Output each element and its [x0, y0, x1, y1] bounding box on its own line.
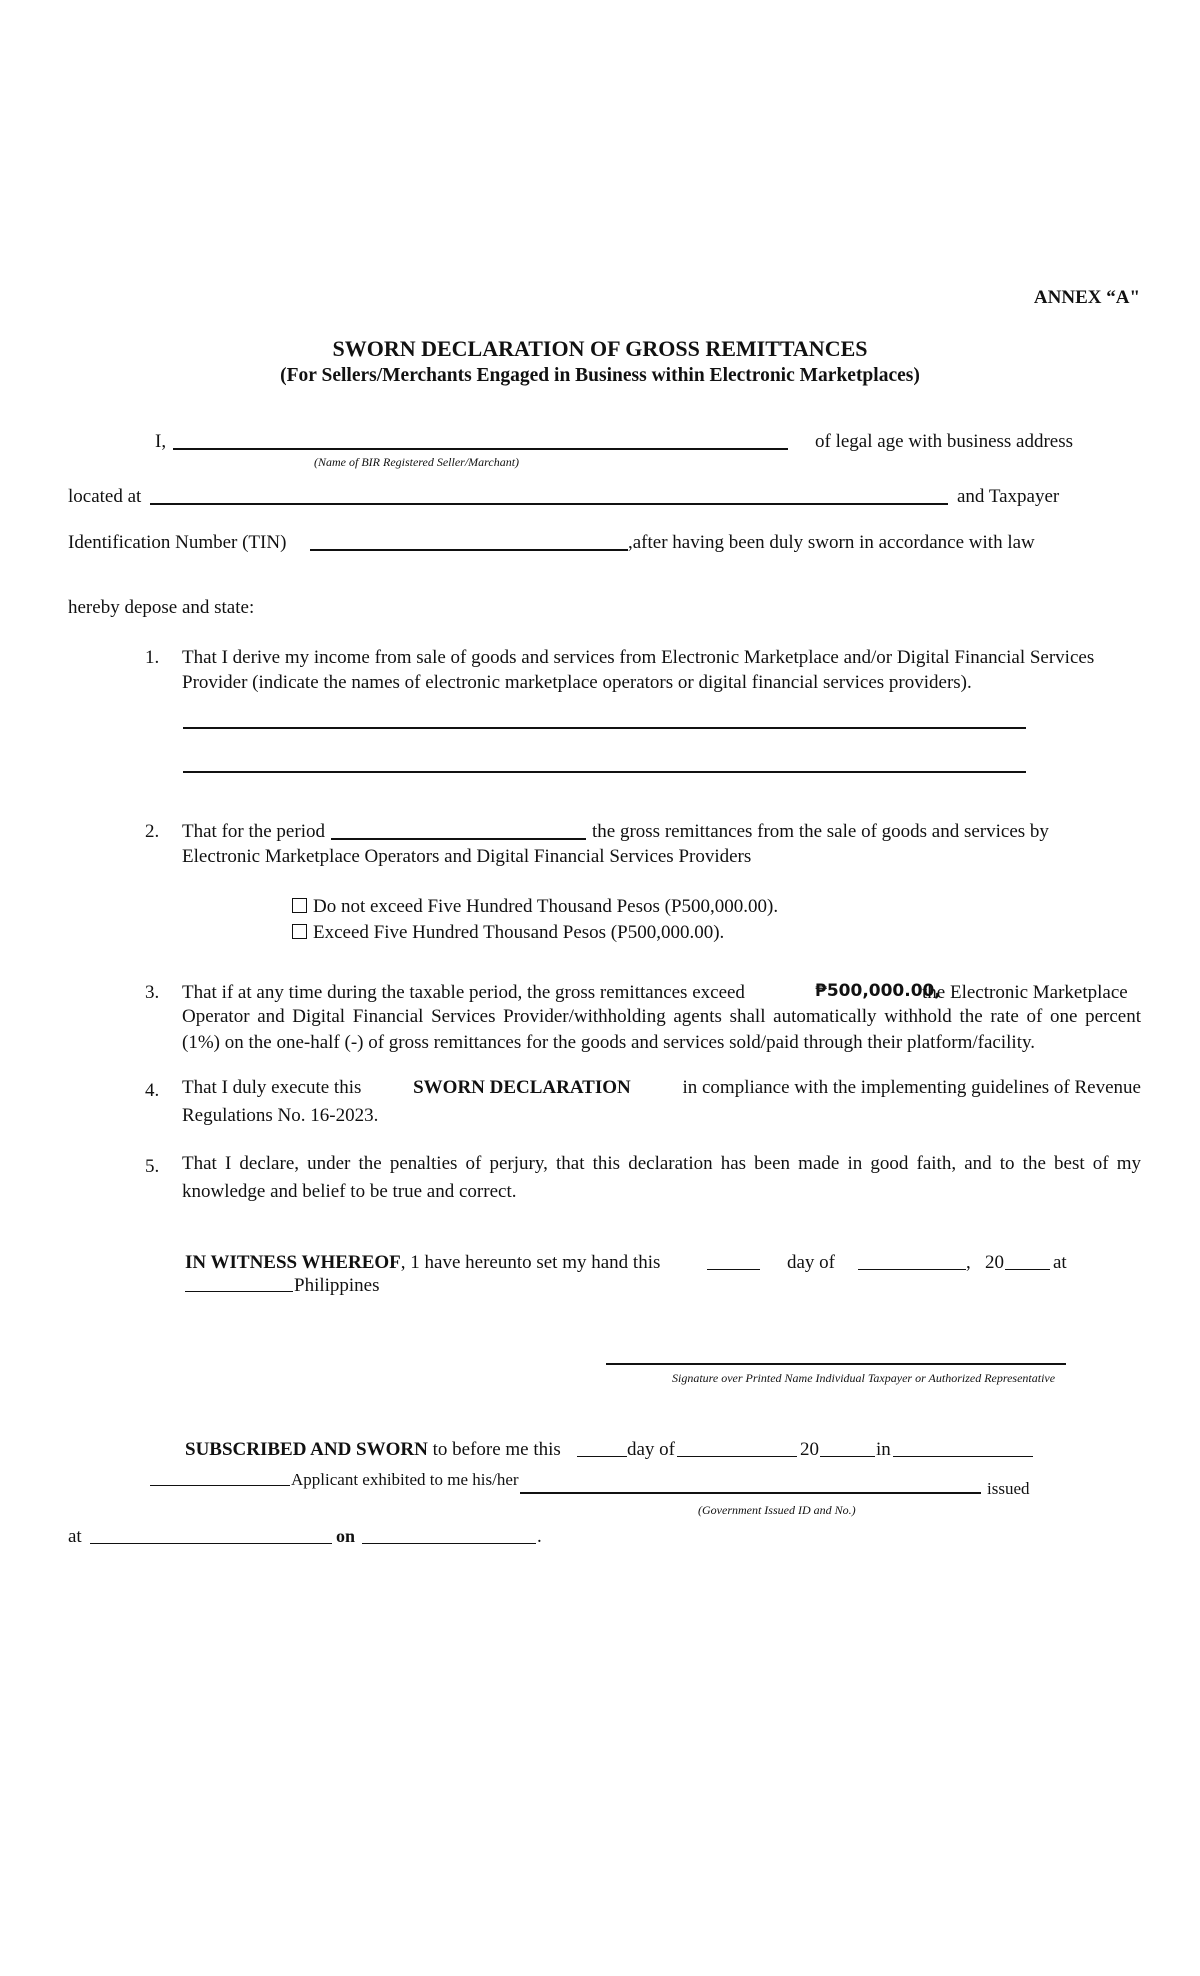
- annex-label: ANNEX “A": [1033, 287, 1140, 308]
- witness-place-field[interactable]: [185, 1291, 293, 1292]
- document-subtitle: (For Sellers/Merchants Engaged in Business within Electronic Marketplaces): [280, 365, 920, 386]
- witness-bold: IN WITNESS WHEREOF: [185, 1252, 401, 1273]
- subscribed-place-field[interactable]: [893, 1456, 1033, 1457]
- item-5-line-2: knowledge and belief to be true and correct.: [182, 1181, 517, 1202]
- at-label: at: [68, 1526, 82, 1547]
- item-4-number: 4.: [145, 1080, 160, 1101]
- option-not-exceed-label: Do not exceed Five Hundred Thousand Pesos (P500,000.00).: [313, 896, 779, 917]
- item-1-line-2: Provider (indicate the names of electronic marketplace operators or digital financial services providers).: [182, 672, 972, 693]
- witness-line: [185, 1253, 660, 1272]
- located-at-label: located at: [68, 486, 142, 507]
- issued-at-field[interactable]: [90, 1543, 332, 1544]
- depose-text: hereby depose and state:: [68, 597, 255, 618]
- subscribed-month-field[interactable]: [677, 1456, 797, 1457]
- after-sworn-text: ,after having been duly sworn in accordance with law: [628, 532, 1035, 553]
- issued-text: issued: [987, 1479, 1030, 1498]
- subscribed-year-prefix: 20: [800, 1439, 819, 1460]
- item-2-suffix: the gross remittances from the sale of goods and services by: [592, 821, 1049, 842]
- document-title: SWORN DECLARATION OF GROSS REMITTANCES: [332, 336, 868, 361]
- period-field[interactable]: [331, 838, 586, 840]
- item-4-line-2: Regulations No. 16-2023.: [182, 1105, 379, 1126]
- witness-text: , 1 have hereunto set my hand this: [400, 1252, 661, 1273]
- item-2-number: 2.: [145, 821, 160, 842]
- subscribed-bold: SUBSCRIBED AND SWORN: [185, 1439, 428, 1460]
- government-id-field[interactable]: [520, 1492, 981, 1494]
- tin-field[interactable]: [310, 549, 628, 551]
- providers-field-2[interactable]: [183, 771, 1026, 773]
- item-3-line-2: Operator and Digital Financial Services Provider/withholding agents shall automatically withhold the rate of one percent: [182, 1006, 1141, 1027]
- legal-age-text: of legal age with business address: [815, 431, 1074, 452]
- item-3-line-1b: the Electronic Marketplace: [922, 982, 1128, 1003]
- i-label: I,: [155, 431, 167, 452]
- item-3-line-3: (1%) on the one-half (-) of gross remittances for the goods and services sold/paid through their platform/facility.: [182, 1032, 1035, 1053]
- tin-label: Identification Number (TIN): [68, 532, 287, 553]
- seller-name-caption: (Name of BIR Registered Seller/Marchant): [314, 455, 520, 469]
- signature-caption: Signature over Printed Name Individual Taxpayer or Authorized Representative: [672, 1371, 1056, 1385]
- end-period: .: [537, 1526, 542, 1547]
- and-taxpayer-text: and Taxpayer: [957, 486, 1060, 507]
- applicant-name-field[interactable]: [150, 1485, 290, 1486]
- issued-on-field[interactable]: [362, 1543, 536, 1544]
- subscribed-in: in: [876, 1439, 891, 1460]
- item-4-text-b: in compliance with the implementing guidelines of Revenue: [682, 1077, 1141, 1098]
- witness-day-of: day of: [787, 1252, 836, 1273]
- item-4-line-1: [182, 1075, 1141, 1100]
- subscribed-line: [185, 1440, 561, 1459]
- business-address-field[interactable]: [150, 503, 948, 505]
- witness-year-prefix: 20: [985, 1252, 1004, 1273]
- subscribed-year-field[interactable]: [820, 1456, 875, 1457]
- item-4-text-a: That I duly execute this: [182, 1077, 362, 1098]
- item-1-number: 1.: [145, 647, 160, 668]
- item-1-line-1: That I derive my income from sale of goods and services from Electronic Marketplace and/or Digital Financial Services: [182, 647, 1095, 668]
- item-4-bold: SWORN DECLARATION: [413, 1077, 631, 1098]
- witness-at: at: [1053, 1252, 1067, 1273]
- providers-field-1[interactable]: [183, 727, 1026, 729]
- option-not-exceed-checkbox[interactable]: [292, 898, 307, 913]
- witness-philippines: Philippines: [294, 1275, 380, 1296]
- signature-field[interactable]: [606, 1363, 1066, 1365]
- item-2-line-2: Electronic Marketplace Operators and Digital Financial Services Providers: [182, 846, 752, 867]
- witness-year-field[interactable]: [1005, 1269, 1050, 1270]
- threshold-amount: ₱500,000.00,: [815, 981, 941, 1001]
- option-exceed-label: Exceed Five Hundred Thousand Pesos (P500,000.00).: [313, 922, 725, 943]
- option-exceed-checkbox[interactable]: [292, 924, 307, 939]
- witness-comma: ,: [966, 1252, 971, 1273]
- applicant-text: Applicant exhibited to me his/her: [291, 1470, 519, 1489]
- subscribed-day-field[interactable]: [577, 1456, 627, 1457]
- item-5-number: 5.: [145, 1156, 160, 1177]
- item-3-number: 3.: [145, 982, 160, 1003]
- subscribed-day-of: day of: [627, 1439, 676, 1460]
- witness-month-field[interactable]: [858, 1269, 966, 1270]
- item-5-line-1: That I declare, under the penalties of perjury, that this declaration has been made in good faith, and to the best of my: [182, 1153, 1141, 1174]
- on-label: on: [336, 1526, 356, 1546]
- witness-day-field[interactable]: [707, 1269, 760, 1270]
- item-2-prefix: That for the period: [182, 821, 325, 842]
- subscribed-text: to before me this: [432, 1439, 561, 1460]
- seller-name-field[interactable]: [173, 448, 788, 450]
- item-3-line-1a: That if at any time during the taxable period, the gross remittances exceed: [182, 982, 745, 1003]
- government-id-caption: (Government Issued ID and No.): [698, 1503, 856, 1517]
